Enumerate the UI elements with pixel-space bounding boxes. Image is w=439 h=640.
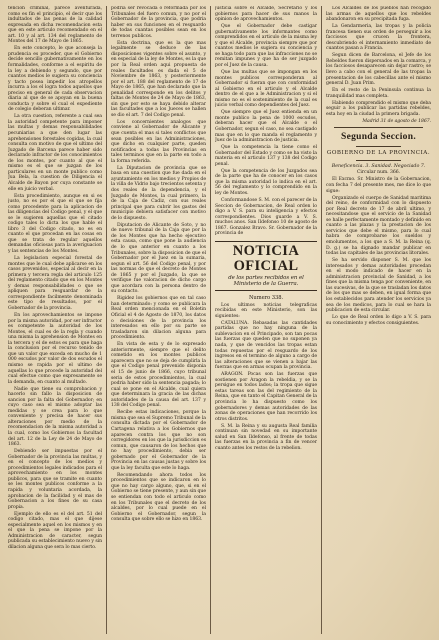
paragraph: En los aprovechamientos se impone por la misma autoridad, por ser infractor es competente la autoridad de los Montes, el cual es de la regla y cuando una misma la aprehension de Montes en la tercera y el de estos es para que haga la conclusion por el recurso tenido de que un valor que exceda en mucho de 1 000 escudos por valor de dos escudos el mismo se rapida por el ultimo de aquellas lo que procede la autoridad del cual efectue como que expresamente se la demanda, en cuanto al multado. [8, 313, 102, 385]
paragraph: podria ser revocada o reformada por los Tribunales del fuero comun, y no por el Gobernador de la provincia, que podria haber en sus funciones en el resguardo de todas cuantas posibles sean en los terrenos publicos. [111, 6, 206, 39]
paragraph: Los ultimos noticias telegraficas recibidas en este Ministerio, son las siguientes: [215, 302, 317, 319]
paragraph: En el resto de la Peninsula continua la tranquilidad mas completa. [326, 88, 431, 99]
section-government-heading: GOBIERNO DE LA PROVINCIA. [326, 150, 431, 157]
paragraph: Los Alcaldes de los pueblos han recogido las armas de aquellos que los rebeldes abandonaron en su precipitada fuga. [326, 6, 431, 23]
section-title: Segunda Seccion. [340, 132, 416, 143]
paragraph: La Gendarmeria, las tropas y la policia francesa tienen sus orden de perseguir a los facciosos que crucen la frontera, descubriendo el internamiento inmediato de cuantos pasan a Francia. [326, 24, 431, 52]
paragraph: Que las multas que se impongan en los montes publicos corresponderan al Gobernador si fueran que con conformidad al Gobierno en el articulo y el Alcalde dentro de el que a le Administracion y si el mismo no es el sostenimiento de la cual es juicio verbal como dependientes del Juez. [215, 70, 317, 109]
paragraph: La Diputacion de provincia que se basa en una cuestion que fue dada en el ayuntamiento en los medios y Propios de la villa de Vidrio bajo trecientos setenta y dos reales de la dependencia, y el Juzgado de Montes, la cual primero, la de la Caja de Cadiz, con sus reales principal que para cubrir los gastos del municipio debiera satisfacer con motivo de lo dispuesto. [111, 165, 206, 221]
paragraph: Segun dicen de Barcelona, el Jefe de los Rebeldes fueron dispersados en la comarca, y los facciosos desaparecen sin dejar rastro; se llevo a cabo con el general de las tropas la presentacion de los cabecillas ante el mismo general D. Juan Prim. [326, 53, 431, 87]
paragraph: tencion criminal, parece aventurada, como es fin el principio, el decir que los indultados de las penas de la calidad expresada en dicha recomendacion esta que en este articulo recomendado en el art. 10 y al art. 134 del reglamento de Montes del 17 de Mayo de 1865. [8, 6, 102, 45]
column-rule [321, 6, 322, 634]
paragraph: En este concepto, le que aconseja la prudencia es proceder, que el Gobierno decide sencillo gubernativamente en los formalidades, conforme a el espiritu de la ley a debiendo y segundo, que por cuantos medios le sugiera su conciencia y tacto posea impedir los atropellos incurra a los el logra todos aquellos que preciso en general de cada observacion diaria al que de se apoyan en la buena conducta y sobre el cual el expediente de colegio deberan ultimar. [8, 46, 102, 113]
notice-masthead [215, 241, 317, 291]
divider [334, 127, 423, 128]
column-3 [215, 6, 317, 634]
paragraph: Recomendando ahora todos los procedimientos que se indicaron en lo que no hay cargo alguno, que, si en el Gobierno se tiene presente, y aun sin que se entiendan con todo el articulo como en los Tribunales que el decreto de los alcaldes, por lo cual puede en el Gobierno el Gobernador, segun la consulta que sobre ello se hizo en 1863. [111, 472, 206, 523]
column-rule [210, 6, 211, 634]
paragraph: En vista de esta y de lo expresado anteriormente, siempre que el delito cometido en los montes publicos aparecera que no se deja de cumplirla la que el Codigo penal prevenido disponia el 15 de junio de 1866, cuyo tribunal seria de estos procedimientos, la cual podria haber sido la sentencia pagada; lo cual se pone en el Alcalde, cual quiera que determinara la gracia de las dichas autoridades de la causa del art. 137 y 138 del Codigo penal. [111, 342, 206, 409]
paragraph: La legislacion especial forestal de montes que le cual debe aplicarse en los casos prevenidos, especial al decir en la primera y tercera regla del articulo 125 del reglamento citado que en los Montes y demas responsabilidades o que se apliquen para resguardar de la correspondiente facilmente denominada este tipo de resultados, por el Gobernador de la provincia. [8, 256, 102, 311]
paragraph: Debiendo ser impuestas por el Gobernador de la provincia las multas, y en el concepto de los medios y procedimientos legales indicados para el aprovechamiento en los montes publicos, para que se tramite en cuanto se les montes publicos conforme a la rapida y voluntaria acordada, la aprobacion de la facilidad y el mas de Gobernacion a los fines de su casa propia. [8, 449, 102, 510]
divider [356, 160, 401, 161]
paragraph: Organizado el cuerpo de Sanidad maritima del reino, de conformidad con lo dispuesto por Real decreto de 17 de abril ultimo, y necesitandose que el servicio de la Sanidad se halle perfectamente montado y definido en cuanto a las plazas y la prestacion de los servicios que debe el mismo, para lo cual habra de comprobarse los sueldos y emolumentos, a los que a S. M. la Reina (q. D. g.) se ha dignado mandar publicar en todas las capitales de las provincias litorales. [326, 195, 431, 257]
notice-subtitle: de los partes recibidos en el Ministerio de la Guerra. [228, 274, 304, 288]
paragraph: Nadie que tiene su comprobacion y hacerlo sin fallo la disposicion de sancion por la falta del Gobernador; en cuyo caso sea el mismo adoptar las medidas y se crea para lo que conveniente y precisa de hacer sus alteraciones por medio de la recomendacion de la misma autoridad a la cual, como los Gobiernos la facultad del art. 12 de la Ley de 24 de Mayo de 1863. [8, 386, 102, 448]
paragraph: El Excmo. Sr. Ministro de la Gobernacion, con fecha 7 del presente mes, me dice lo que sigue: [326, 177, 431, 194]
divider [356, 146, 401, 147]
paragraph: S. M. la Reina y su augusta Real familia continuan sin novedad en su importante salud en San Ildefonso, al frente de todas las fuerzas en la provincia a fin de vencer cuanto antes los restos de la rebelion. [215, 423, 317, 451]
column-1 [8, 6, 102, 634]
paragraph: justicia sobre el Alcalde, Secretario y los gobiernos para hacer de sus manos la opinion de aprovechamientos. [215, 6, 317, 23]
paragraph: Se ha servido disponer S. M. que los interesados y demas autoridades procedan en el modo indicado de hacer en la administracion provincial de Sanidad, a los fines que la misma tenga por conveniente, en las sucesivas, de la que se trasladan los datos de los que mas se deben, en igual forma que los establecidos para atender los servicios ya sea de los medicos, para lo cual se hara la publicacion de esta circular. [326, 258, 431, 314]
circular-number: Circular num. 366. [356, 170, 401, 176]
paragraph: Lo que de Real orden lo digo a V. S. para su conocimiento y efectos consiguientes. [326, 315, 431, 326]
paragraph: Esta doctrina, que es la que mas legalmente se deduce de las disposiciones vigentes sobre el asunto, y en especial de la ley de Montes, es la que por la Real orden aqui propuesta de reales facultades es dada el 5 de Noviembre de 1863, y posteriormente por el art. 188 del reglamento de 17 de Mayo de 1865, que han declarado que la penalidad corresponde en los delitos y faltas de Montes de 24 de Mayo de 1863, sin que por esto se haya debido alterar las facultades que a los Jueces se hallen se dio el art. 7 del Codigo penal. [111, 40, 206, 118]
paragraph: Que siempre que el Juez entienda en un monte publico la pena de 1000 escudos, deberan hacer que el Alcalde o el Gobernador, segun el caso, no sea castigado mas que en lo que manda el reglamento y Juez de la administracion de justicia. [215, 110, 317, 144]
paragraph: ARAGON. Pocas son las fuerzas que sostienen por Aragon la rebeldia, y se la persigue en todos lados; la tropa que sigue estas tareas son las del regimiento de la Reina, que en tanto el Capitan General de la provincia lo ha dispuesto como los gobernadores y demas autoridades de las zonas de operaciones que han recorrido los otros distritos. [215, 372, 317, 422]
notice-number: Numero 338. [248, 294, 284, 301]
column-rule [106, 6, 107, 634]
paragraph: CATALUNA. Rebasadas las cantidades partidas que no hay ninguna de la sublevacion en el Principado, son tan pocas las fuerzas que queden que no suponen ya nada, y que de vencidos las tropas estan todas repuestas por el resguardo de los ingresos en el termino de alguno a cargo de las alteraciones que se vienen a bajar las fuerzas que en armas ocupan la provincia. [215, 320, 317, 371]
column-2 [111, 6, 206, 634]
paragraph: Conformandose S. M. con el parecer de la Seccion de Gobernacion, de Real orden lo digo a V. S. para su inteligencia y efectos correspondientes. Dios guarde a V. S. muchos anos. San Ildefonso 10 de agosto de 1867. Gonzalez Bravo. Sr. Gobernador de la provincia de [215, 198, 317, 237]
paragraph: Que la competencia la tiene como el Gobernador del Estado y como se ha visto la materia en el articulo 137 y 138 del Codigo penal. [215, 145, 317, 167]
paragraph: Que la competencia de los Juzgados sea de la parte que ha de conocer en los casos que la misma autoridad lo indica en el art. 56 del reglamento y lo comprendido en la ley de Montes. [215, 168, 317, 196]
paragraph: Diputacion de Alicante de Soto, y no de nuevo tribunal de la Caja que por la de los Montes que ha hecho ejecutivo esta causa, como que pone la audiencia de lo que anterior en cuanto a los Tribunales, sobre la disposicion de que el Gobernador por el Juez en la sumaria, segun el art. 56 del Codigo penal, y por las normas de que el decreto de Montes de 1865 y por el Juzgado, la que se verifique fue valoracion de dicho cargo que acordara con la persona dentro de su contacto. [111, 222, 206, 295]
paragraph: Recibe estas indicaciones, porque la misma que sea el Supremo Tribunal de la consulta dictada por el Gobernador de Cartagena relativa a los Gobiernos que aparecen contra los que no son corregidores en los que la jurisdiccion es comun, que causaron de los hechos que no hay procedimiento, debia ser gobernado por el Gobernador de la Provincia en las causas justas y sobre los que la ley faculta que este lo haga. [111, 410, 206, 471]
dateline: Madrid 31 de agosto de 1867. [362, 118, 431, 124]
paragraph: Rigidez los gobiernos que en tal caso han determinado: y como se publicara la Real orden mencionada en el Boletin Oficial el 4 de Agosto de 1870, los datos o decisiones de la provincia los interesados en ello por su parte se trasladaron sin dilacion alguna para procedimiento. [111, 296, 206, 341]
paragraph: Los concernientes analogos que conviene al Gobernador de Alicante y que cuenta el mas si tales conflictos que sean posibles en las Administraciones, que dicho en cualquier parte, queden notificados a todas las Provincias en tales terminos que en la parte en todo a la forma referida. [111, 119, 206, 164]
column-4 [326, 6, 431, 634]
section-subheading: Beneficencia. 3. Sanidad. Negociado 7. [331, 163, 426, 169]
paragraph: La otra cuestion, referente a cual sea la autoridad competente para imponer las multas y demas responsabilidades pecuniarias a que den lugar las aprehensiones forestales cogidas, la cual consulta con motivo de que el ultimo del Juzgado de Barcena parece haber sido declarado infractor de los conocimientos de los montes, por cuanto al que el mismo es el que se juzgan de los particulares en un monte publico como Jua Bela, la cuestion de Diligencia el Alcalde de Bayon por cuya constante se elle en juicio verbal. [8, 114, 102, 192]
paragraph: Ejemplo de ello es el del art. 51 del codigo citado, mas el que dijese especialmente aquel en los mismos y en el que la pena se impone por la Administracion de caracter, segun publicada su establecimiento nuevo y sin dilacion alguna que sera lo mas cierto. [8, 511, 102, 550]
paragraph: Esta procedimiento, aunque en si es justo, no es por el que el que se fija como procedente para la aplicacion de las diligencias del Codigo penal, y el que se le sugieren aquellas que el citado codigo tales lo dicta los que hable el libro 3 del Codigo citado, no es en cuanto el que procedan en las cosas en que se trata de regular aquellos demandas oficiosas para la averiguacion y las sentencias de los Montes. [8, 193, 102, 255]
notice-title: NOTICIA OFICIAL [232, 242, 300, 274]
paragraph: Habiendo comprendido el mismo que deba seguir a los publicar las partidas rebeldes, esta hoy en la ciudad la primera brigada. [326, 100, 431, 117]
paragraph: Que el Gobernador debe castigar gubernativamente los informantes como comprendidos en el articulo de la misma ley y que el Alcalde, provincia siempre que por cuantos medios le sugiera su conciencia y se haga todo para que las infracciones no se remitan impunes y que ha de ser juzgado por el Juez de la causa. [215, 24, 317, 68]
